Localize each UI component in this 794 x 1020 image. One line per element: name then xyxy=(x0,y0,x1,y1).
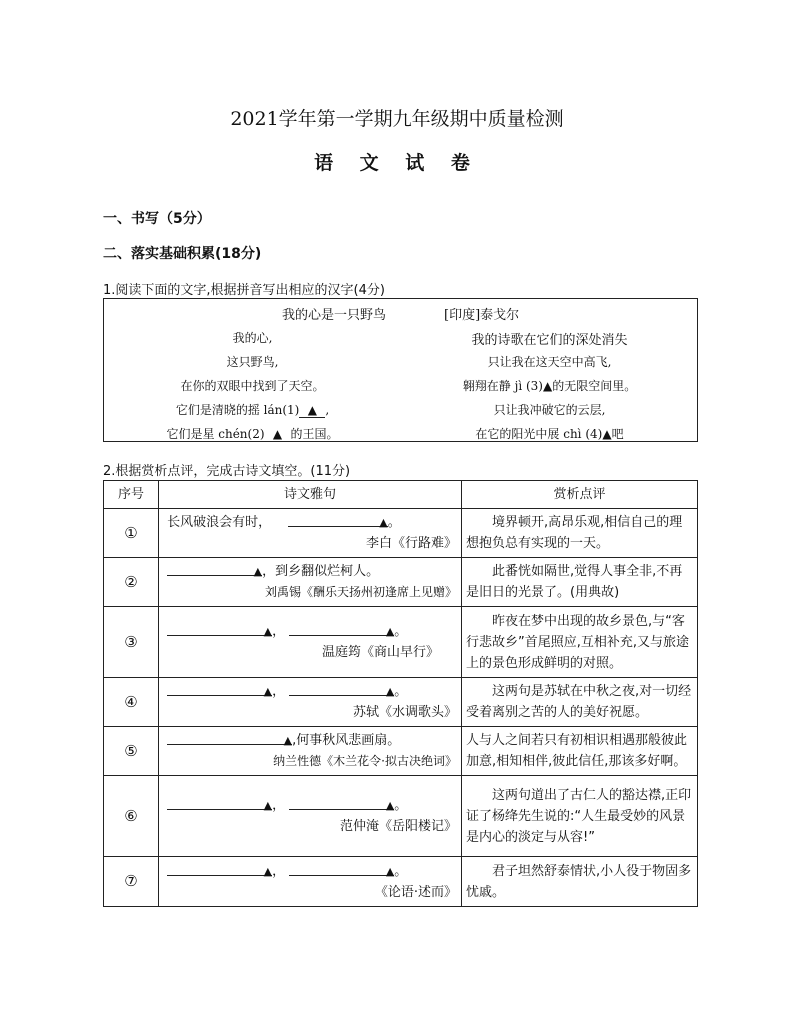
poem-right-line-4: 只让我冲破它的云层, xyxy=(493,403,606,417)
table-row xyxy=(104,509,698,558)
answer-blank[interactable]: ▲ xyxy=(289,621,394,636)
answer-blank[interactable]: ▲ xyxy=(289,795,394,810)
table-row xyxy=(104,678,698,727)
row-number: ④ xyxy=(104,678,159,727)
table-row xyxy=(104,607,698,678)
section-basics: 二、落实基础积累(18分) xyxy=(103,246,262,262)
analysis-cell: 君子坦然舒泰情状,小人役于物固多忧戚。 xyxy=(462,857,698,907)
verse-cell: ▲， ▲。 温庭筠《商山早行》 xyxy=(159,607,462,678)
poem-left-line-1: 我的心, xyxy=(232,331,273,345)
verse-cell: ▲,何事秋风悲画扇。 纳兰性德《木兰花令·拟古决绝词》 xyxy=(159,727,462,776)
analysis-cell: 这两句道出了古仁人的豁达襟,正印证了杨绛先生说的:“人生最受妙的风景是内心的淡定与从容!” xyxy=(462,776,698,857)
answer-blank[interactable]: ▲ xyxy=(167,621,272,636)
poem-left-line-5: 它们是星 chén(2) ▲ 的王国。 xyxy=(166,427,339,441)
table-row xyxy=(104,857,698,907)
row-number: ② xyxy=(104,558,159,607)
answer-blank[interactable]: ▲ xyxy=(288,512,388,527)
poem-title: 我的心是一只野鸟 xyxy=(282,308,387,323)
poetry-table xyxy=(103,480,698,907)
table-row xyxy=(104,558,698,607)
answer-blank[interactable]: ▲ xyxy=(167,681,272,696)
verse-cell: ▲， ▲。 范仲淹《岳阳楼记》 xyxy=(159,776,462,857)
question-2-prompt: 2.根据赏析点评，完成古诗文填空。(11分) xyxy=(103,464,351,479)
answer-blank[interactable]: ▲ xyxy=(167,561,262,576)
analysis-cell: 昨夜在梦中出现的故乡景色,与“客行悲故乡”首尾照应,互相补充,又与旅途上的景色形成鲜明的对照。 xyxy=(462,607,698,678)
header-analysis: 赏析点评 xyxy=(462,481,698,509)
table-row xyxy=(104,776,698,857)
row-number: ⑦ xyxy=(104,857,159,907)
poem-left-line-3: 在你的双眼中找到了天空。 xyxy=(180,379,325,393)
row-number: ⑤ xyxy=(104,727,159,776)
answer-marker: ▲ xyxy=(272,427,283,441)
section-writing: 一、书写（5分） xyxy=(103,211,211,227)
verse-source: 刘禹锡《酬乐天扬州初逢席上见赠》 xyxy=(264,585,457,599)
answer-marker: ▲ xyxy=(307,403,317,417)
table-header-row xyxy=(104,481,698,509)
answer-blank[interactable] xyxy=(299,403,325,418)
verse-cell: 长风破浪会有时， ▲。 李白《行路难》 xyxy=(159,509,462,558)
analysis-cell: 境界顿开,高昂乐观,相信自己的理想抱负总有实现的一天。 xyxy=(462,509,698,558)
verse-source: 温庭筠《商山早行》 xyxy=(321,645,439,660)
analysis-cell: 这两句是苏轼在中秋之夜,对一切经受着离别之苦的人的美好祝愿。 xyxy=(462,678,698,727)
poem-right-line-5: 在它的阳光中展 chì (4)▲吧 xyxy=(475,427,624,441)
verse-source: 《论语·述而》 xyxy=(374,884,457,900)
answer-blank[interactable]: ▲ xyxy=(289,861,394,876)
page-title: 2021学年第一学期九年级期中质量检测 xyxy=(230,108,564,130)
page-subtitle: 语 文 试 卷 xyxy=(314,152,480,174)
poem-left-line-2: 这只野鸟, xyxy=(226,355,279,369)
poem-right-line-1: 我的诗歌在它们的深处消失 xyxy=(471,333,628,348)
verse-cell: ▲， ▲。 《论语·述而》 xyxy=(159,857,462,907)
table-row xyxy=(104,727,698,776)
row-number: ⑥ xyxy=(104,776,159,857)
header-number: 序号 xyxy=(104,481,159,509)
row-number: ① xyxy=(104,509,159,558)
answer-blank[interactable]: ▲ xyxy=(167,795,272,810)
verse-source: 范仲淹《岳阳楼记》 xyxy=(339,819,457,834)
answer-blank[interactable]: ▲ xyxy=(167,861,272,876)
poem-right-line-2: 只让我在这天空中高飞, xyxy=(487,355,612,369)
answer-blank[interactable]: ▲ xyxy=(167,730,292,745)
analysis-cell: 此番恍如隔世,觉得人事全非,不再是旧日的光景了。(用典故) xyxy=(462,558,698,607)
verse-source: 纳兰性德《木兰花令·拟古决绝词》 xyxy=(273,754,457,768)
header-verse: 诗文雅句 xyxy=(159,481,462,509)
answer-blank[interactable]: ▲ xyxy=(289,681,394,696)
answer-marker: ▲ xyxy=(542,379,553,393)
verse-cell: ▲，到乡翻似烂柯人。 刘禹锡《酬乐天扬州初逢席上见赠》 xyxy=(159,558,462,607)
verse-source: 苏轼《水调歌头》 xyxy=(352,705,457,720)
question-1-prompt: 1.阅读下面的文字,根据拼音写出相应的汉字(4分) xyxy=(103,283,385,298)
poem-right-line-3: 翱翔在静 jì (3)▲的无限空间里。 xyxy=(462,379,637,393)
answer-blank[interactable] xyxy=(265,427,291,442)
poem-left-line-4: 它们是清晓的摇 lán(1) ▲ , xyxy=(175,403,330,417)
verse-source: 李白《行路难》 xyxy=(365,536,457,551)
poem-author: [印度]泰戈尔 xyxy=(444,308,520,323)
answer-marker: ▲ xyxy=(602,427,612,441)
analysis-cell: 人与人之间若只有初相识相遇那般彼此加意,相知相伴,彼此信任,那该多好啊。 xyxy=(462,727,698,776)
verse-cell: ▲， ▲。 苏轼《水调歌头》 xyxy=(159,678,462,727)
poem-box xyxy=(103,298,698,442)
row-number: ③ xyxy=(104,607,159,678)
